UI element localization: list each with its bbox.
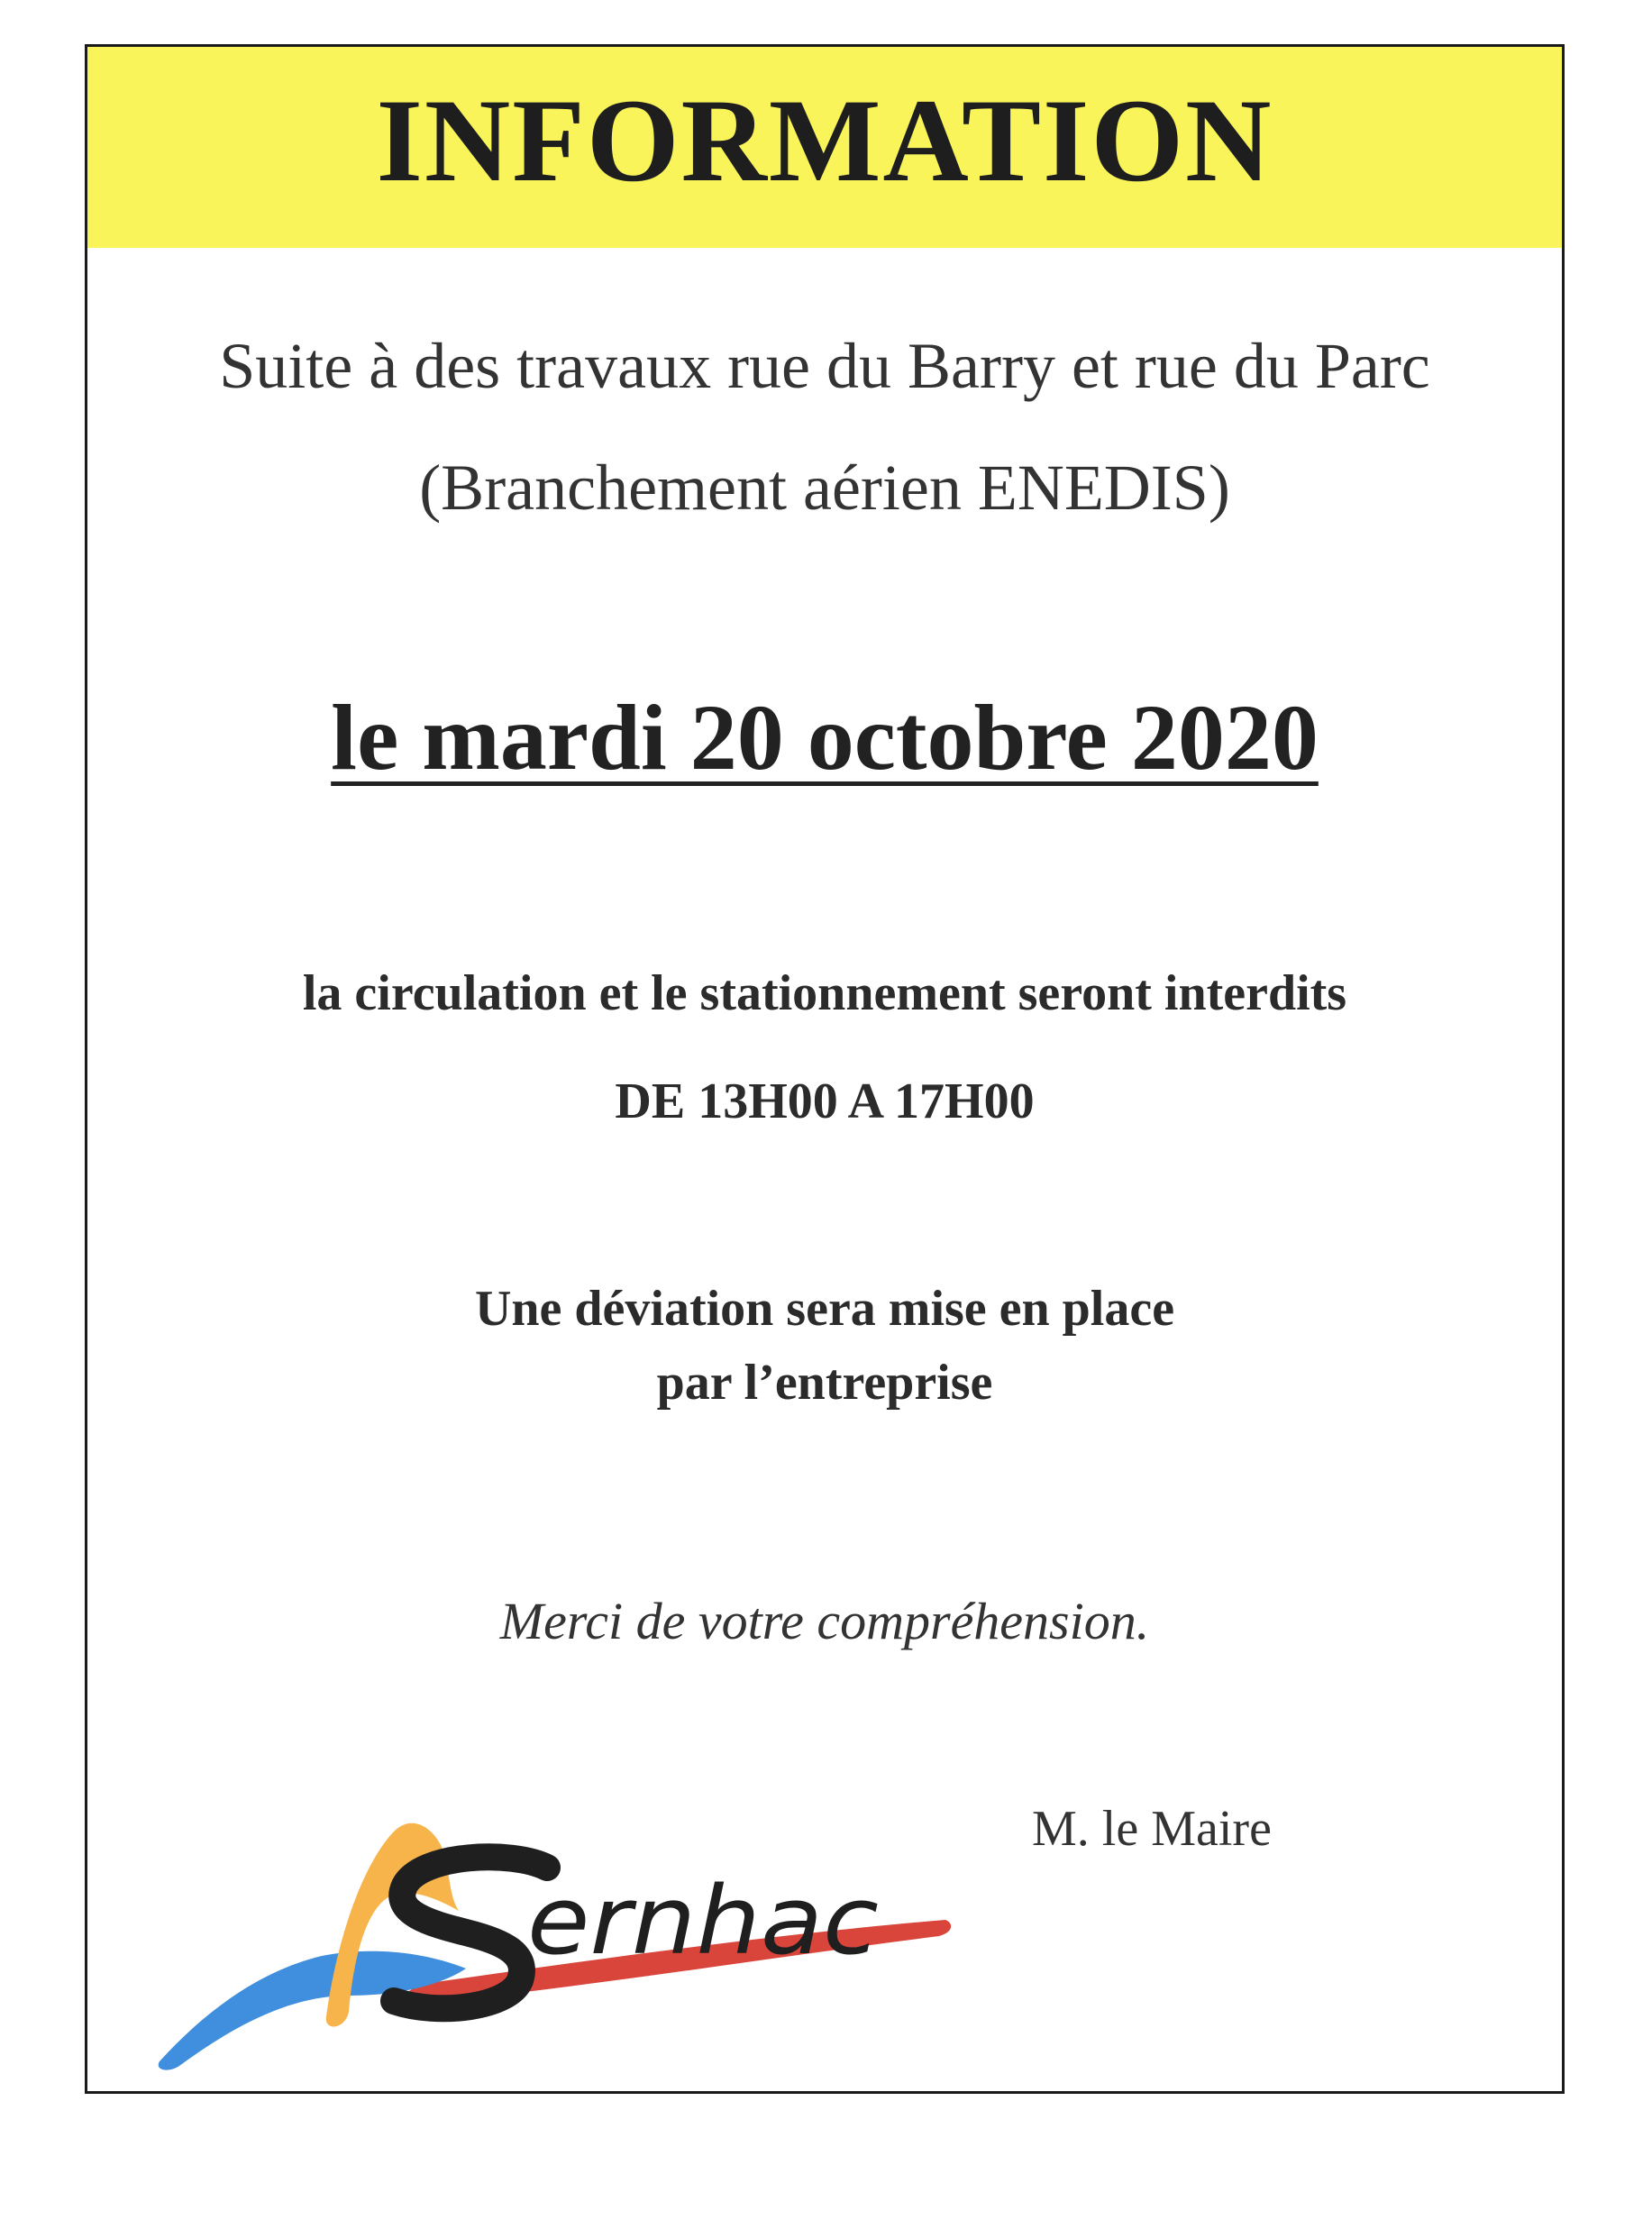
mayor-signature: M. le Maire: [1032, 1801, 1272, 1857]
detour-line-2: par l’entreprise: [656, 1355, 993, 1411]
date-text: le mardi 20 octobre 2020: [331, 686, 1319, 790]
restriction-hours: DE 13H00 A 17H00: [615, 1073, 1035, 1129]
date-heading: [87, 687, 1562, 790]
sernhac-logo: [123, 1759, 989, 2102]
notice-frame: [85, 44, 1565, 2094]
title-banner: [87, 47, 1562, 248]
restriction-line-1: la circulation et le stationnement seront interdits: [302, 965, 1347, 1021]
logo-text: ernhac: [527, 1866, 879, 1976]
banner-title: INFORMATION: [376, 74, 1273, 206]
intro-line-1: Suite à des travaux rue du Barry et rue du Parc: [219, 330, 1430, 402]
intro-line-2: (Branchement aérien ENEDIS): [419, 452, 1230, 524]
thanks-text: Merci de votre compréhension.: [499, 1592, 1150, 1650]
detour-line-1: Une déviation sera mise en place: [474, 1281, 1175, 1337]
